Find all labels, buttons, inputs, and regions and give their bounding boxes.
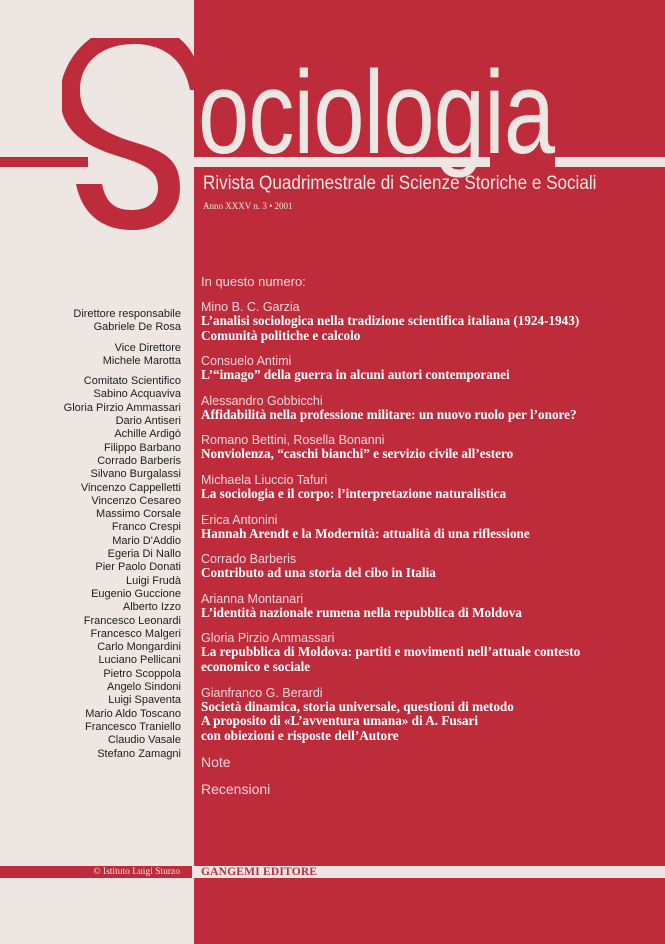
board-name: Sabino Acquaviva — [93, 388, 181, 401]
entry-author: Arianna Montanari — [201, 591, 304, 606]
board-role: Direttore responsabile — [73, 308, 181, 320]
board-name: Corrado Barberis — [97, 454, 181, 467]
board-name: Carlo Mongardini — [97, 641, 181, 654]
entry-title: L’identità nazionale rumena nella repubblica di Moldova — [201, 604, 522, 620]
contents-entry — [201, 433, 656, 462]
board-name: Filippo Barbano — [103, 441, 181, 454]
contents-entry — [201, 592, 656, 621]
board-name: Mario D'Addio — [112, 534, 181, 547]
entry-title: L’analisi sociologica nella tradizione scientifica italiana (1924-1943) — [201, 313, 580, 328]
entry-title: Contributo ad una storia del cibo in Italia — [201, 565, 436, 581]
board-name: Claudio Vasale — [107, 734, 181, 747]
board-name: Eugenio Guccione — [91, 587, 181, 600]
board-name: Francesco Traniello — [85, 720, 181, 733]
entry-title: Comunità politiche e calcolo — [201, 327, 361, 343]
board-name: Egeria Di Nallo — [107, 548, 181, 561]
entry-author: Erica Antonini — [201, 512, 278, 527]
board-name: Dario Antiseri — [115, 415, 181, 428]
board-name: Vincenzo Cesareo — [91, 494, 181, 507]
board-name: Silvano Burgalassi — [90, 468, 181, 481]
board-name: Mario Aldo Toscano — [85, 707, 181, 720]
logo-initial-s — [62, 38, 212, 238]
board-name: Gabriele De Rosa — [93, 321, 181, 334]
entry-title: Nonviolenza, “caschi bianchi” e servizio civile all’estero — [201, 446, 514, 462]
board-role: Vice Direttore — [114, 341, 181, 354]
entry-author: Consuelo Antimi — [201, 354, 292, 369]
contents-entry — [201, 394, 656, 423]
board-name: Pietro Scoppola — [103, 667, 181, 680]
board-name: Gloria Pirzio Ammassari — [63, 401, 181, 414]
board-name: Alberto Izzo — [122, 601, 181, 614]
contents-entry — [201, 686, 656, 744]
contents-heading: In questo numero: — [201, 274, 306, 289]
entry-title: economico e sociale — [201, 658, 311, 674]
masthead-rule-right-end — [555, 157, 665, 167]
entry-author: Gloria Pirzio Ammassari — [201, 631, 335, 646]
copyright-band: © Istituto Luigi Sturzo — [0, 866, 192, 878]
table-of-contents — [201, 274, 656, 808]
board-name: Luigi Frudà — [125, 574, 181, 587]
entry-author: Mino B. C. Garzia — [201, 300, 300, 314]
entry-author: Corrado Barberis — [201, 552, 297, 567]
board-role: Comitato Scientifico — [83, 375, 181, 388]
board-name: Massimo Corsale — [96, 508, 181, 521]
board-name: Luciano Pellicani — [98, 654, 181, 667]
entry-title: La sociologia e il corpo: l’interpretazione naturalistica — [201, 485, 507, 501]
board-name: Michele Marotta — [102, 354, 181, 367]
board-name: Franco Crespi — [111, 521, 181, 534]
board-name: Achille Ardigò — [114, 428, 181, 441]
board-name: Luigi Spaventa — [108, 694, 181, 707]
board-name: Pier Paolo Donati — [95, 561, 181, 574]
masthead-title: ociologia — [198, 47, 555, 179]
board-name: Angelo Sindoni — [106, 681, 181, 694]
section-notes: Note — [201, 754, 231, 771]
entry-author: Romano Bettini, Rosella Bonanni — [201, 433, 385, 448]
board-name: Francesco Leonardi — [83, 614, 181, 627]
entry-title: L’“imago” della guerra in alcuni autori contemporanei — [201, 367, 510, 383]
section-reviews: Recensioni — [201, 781, 271, 798]
entry-title: La repubblica di Moldova: partiti e movimenti nell’attuale contesto — [201, 644, 581, 660]
entry-title: Società dinamica, storia universale, questioni di metodo — [201, 698, 514, 714]
entry-title: con obiezioni e risposte dell’Autore — [201, 727, 399, 743]
board-name: Francesco Malgeri — [90, 627, 181, 640]
entry-author: Alessandro Gobbicchi — [201, 393, 323, 408]
contents-entry — [201, 354, 656, 383]
contents-entry — [201, 552, 656, 581]
entry-title: A proposito di «L’avventura umana» di A. Fusari — [201, 713, 478, 729]
contents-entry — [201, 300, 656, 343]
contents-entry — [201, 513, 656, 542]
board-group-vice-director — [64, 342, 181, 369]
publisher-band: GANGEMI EDITORE — [194, 866, 665, 878]
board-group-director — [64, 308, 181, 335]
contents-entry — [201, 473, 656, 502]
board-name: Vincenzo Cappelletti — [80, 481, 181, 494]
entry-title: Hannah Arendt e la Modernità: attualità di una riflessione — [201, 525, 530, 541]
entry-title: Affidabilità nella professione militare: un nuovo ruolo per l’onore? — [201, 406, 577, 422]
masthead-subtitle: Rivista Quadrimestrale di Scienze Storiche e Sociali — [203, 173, 597, 194]
board-name: Stefano Zamagni — [97, 747, 181, 760]
issue-info: Anno XXXV n. 3 • 2001 — [203, 201, 293, 211]
contents-entry — [201, 631, 656, 674]
logo-s-icon — [62, 38, 212, 238]
editorial-board — [64, 308, 181, 768]
entry-author: Gianfranco G. Berardi — [201, 685, 323, 700]
board-group-scientific-committee — [64, 375, 181, 761]
entry-author: Michaela Liuccio Tafuri — [201, 472, 328, 487]
